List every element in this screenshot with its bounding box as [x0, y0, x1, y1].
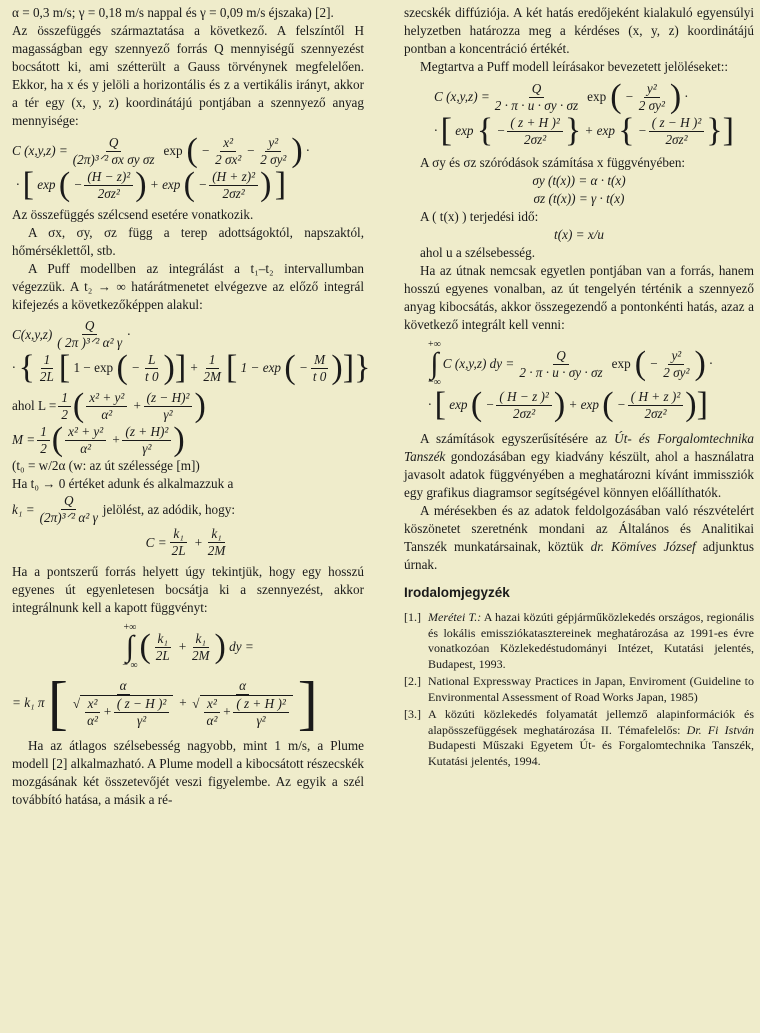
equation-gauss: C (x,y,z) = $\frac{Q}{\text{(2π)³ᐟ² σx σy σz}}$ exp ( − $\frac{\text{x²}}{\text{2 σx²}}$ − $\frac{\text{y²}}{\text{2 σy²}}$ ) ·	[12, 132, 310, 169]
equation-line-source: +∞ ∫ −∞ C (x,y,z) dy = $\frac{Q}{2 \cdot \pi \cdot u \cdot \sigma y \cdot \sigma z}$ exp ( − $\frac{\text{y²}}{\text{2 σy²}}$ ) ·	[428, 339, 713, 388]
paragraph: A σy és σz szóródások számítása x függvényében:	[420, 155, 686, 170]
reference-item: [3.] A közúti közlekedés folyamatát jellemző alapinformációk és alapösszefüggések meghatározása II. Témafelelős: Dr. Fi István Budapesti Műszaki Egyetem Út- és Forgalomtechnika Tanszék, Kutatási jelentés, 1994.	[404, 707, 755, 768]
equation-L: ahol L = $\frac{1}{2}$ ( $\frac{\text{x² + y²}}{\text{α²}}$ + $\frac{\text{(z − H)²}}{\text{γ²}}$ )	[12, 387, 206, 424]
references-list	[404, 610, 754, 769]
equation-line-source-bracket: · [ exp ( − $\frac{\text{( H − z )²}}{\text{2σz²}}$ ) + exp ( − $\frac{\text{( H + z )²}}{\text{2σz²}}$ ) ]	[428, 386, 708, 423]
equation-sigma-z: σz (t(x)) = γ · t(x)	[533, 191, 625, 206]
paragraph: szecskék diffúziója. A két hatás eredőjeként kialakuló egyensúlyi helyzetben határozza meg a kérdéses (x, y, z) koordinátájú pontban a koncentráció értékét.	[404, 5, 754, 56]
paragraph: Ha t₀ → 0 értéket adunk és alkalmazzuk a	[12, 476, 234, 491]
equation-integral: +∞ ∫ − ∞ ( $\frac{\text{k₁}}{2L}$ + $\frac{\text{k₁}}{2M}$ ) dy =	[122, 622, 254, 671]
paragraph: Megtartva a Puff modell leírásakor bevezetett jelöléseket::	[420, 59, 729, 74]
paragraph: ahol u a szélsebesség.	[420, 245, 535, 260]
right-column	[404, 4, 754, 771]
equation-puff: C(x,y,z) $\frac{Q}{\text{( 2π )³ᐟ² α² γ}}$ ·	[12, 318, 131, 350]
equation-integral-result: = k₁ π [ α √ $\frac{\text{x²}}{\text{α²}}$ + $\frac{\text{( z − H )²}}{\text{γ²}}$ + α √ $\frac{\text{x²}}{\text{α²}}$ + $\frac{\text{( z + H )²}}{\text{γ²}}$ ]	[12, 670, 318, 736]
paragraph: Ha az útnak nemcsak egyetlen pontjában van a forrás, hanem hosszú egyenes vonalban, az út tengelyén térténik a szennyező anyag kibocsátás, akkor összegezendő a pontonkénti hatás, azaz a következő integrált kell venni:	[404, 263, 754, 332]
paragraph: A számítások egyszerűsítésére az Út- és Forgalomtechnika Tanszék gondozásában egy kiadvány készült, ahol a használatra javasolt adatok függvényében a meghatározni kívánt immissziók egy grafikus diagramsor segítségével könnyen előállíthatók.	[404, 431, 754, 500]
paragraph: Ha a pontszerű forrás helyett úgy tekintjük, hogy egy hosszú egyenes út egyenletesen bocsátja ki a szennyezést, akkor integrálnunk kell a kapott függvényt:	[12, 564, 364, 615]
equation-M: M = $\frac{1}{2}$ ( $\frac{\text{x² + y²}}{\text{α²}}$ + $\frac{\text{(z + H)²}}{\text{γ²}}$ )	[12, 421, 185, 458]
paragraph: α = 0,3 m/s; γ = 0,18 m/s nappal és γ = 0,09 m/s éjszaka) [2].	[12, 5, 334, 20]
paragraph: A σx, σy, σz függ a terep adottságoktól, napszaktól, hőmérséklettől, stb.	[12, 225, 364, 258]
paragraph: Az összefüggés szélcsend esetére vonatkozik.	[12, 207, 254, 222]
equation-plume: C (x,y,z) = $\frac{Q}{2 \cdot \pi \cdot u \cdot \sigma y \cdot \sigma z}$ exp ( − $\frac{\text{y²}}{\text{2 σy²}}$ ) ·	[434, 78, 688, 115]
equation-gauss-bracket: · [ exp ( − $\frac{\text{(H − z)²}}{\text{2σz²}}$ ) + exp ( − $\frac{\text{(H + z)²}}{\text{2σz²}}$ ) ]	[16, 166, 287, 203]
equation-C: C = $\frac{\text{k₁}}{2L}$ + $\frac{\text{k₁}}{2M}$	[145, 526, 226, 558]
paragraph: Az összefüggés származtatása a következő. A felszíntől H magasságban egy szennyező forrás Q mennyiségű szennyezést bocsátott ki, ami szétterült a Gauss törvénynek megfelelően. Ekkor, ha x és y jelöli a horizontális és z a vertikális irányt, akkor a tér egy (x, y, z) koordinátájú pontjában a szennyező anyag mennyisége:	[12, 23, 364, 128]
equation-puff-bracket: · { $\frac{1}{2L}$ [ 1 − exp ( − $\frac{L}{t 0}$ ) ] + $\frac{1}{2M}$ [ 1 − exp ( − $\frac{M}{t 0}$ ) ] }	[12, 349, 371, 386]
paragraph: Ha az átlagos szélsebesség nagyobb, mint 1 m/s, a Plume modell [2] alkalmazható. A Plume modell a kibocsátott részecskék mozgásának két összetevőjét veszi figyelembe. Az egyik a szél továbbító hatása, a másik a ré-	[12, 738, 364, 807]
left-column	[12, 4, 371, 809]
paragraph: A mérésekben és az adatok feldolgozásában való részvételért köszönetet szeretnénk mondani az Általános és Analitikai Tanszék munkatársainak, köztük dr. Kömíves József adjunktus úrnak.	[404, 503, 754, 572]
equation-plume-bracket: · [ exp { − $\frac{\text{( z + H )²}}{\text{2σz²}}$ } + exp { − $\frac{\text{( z − H )²}}{\text{2σz²}}$ } ]	[434, 112, 734, 149]
equation-k1: k₁ = $\frac{Q}{\text{(2π)³ᐟ² α² γ}}$ jelölést, az adódik, hogy:	[12, 493, 235, 525]
reference-item: [2.] National Expressway Practices in Japan, Enviroment (Guideline to Environmental Assessment of Road Works Japan, 1985)	[404, 674, 754, 704]
paragraph: (t₀ = w/2α (w: az út szélessége [m])	[12, 458, 200, 473]
paragraph: A ( t(x) ) terjedési idő:	[420, 209, 539, 224]
reference-item: [1.] Merétei T.: A hazai közúti gépjárműközlekedés országos, regionális és lokális emissziókatasztereinek meghatározása az 1991-es évre vonatkozóan Közlekedéstudományi Intézet, Kutatási jelentés, Budapest, 1993.	[404, 610, 754, 671]
paragraph: A Puff modellben az integrálást a t₁–t₂ intervallumban végezzük. A t₂ → ∞ határátmenetet elvégezve az előző integrál kifejezés a következőképpen alakul:	[12, 261, 364, 312]
references-heading: Irodalomjegyzék	[404, 585, 510, 600]
equation-t: t(x) = x/u	[554, 227, 604, 242]
equation-sigma-y: σy (t(x)) = α · t(x)	[532, 173, 626, 188]
